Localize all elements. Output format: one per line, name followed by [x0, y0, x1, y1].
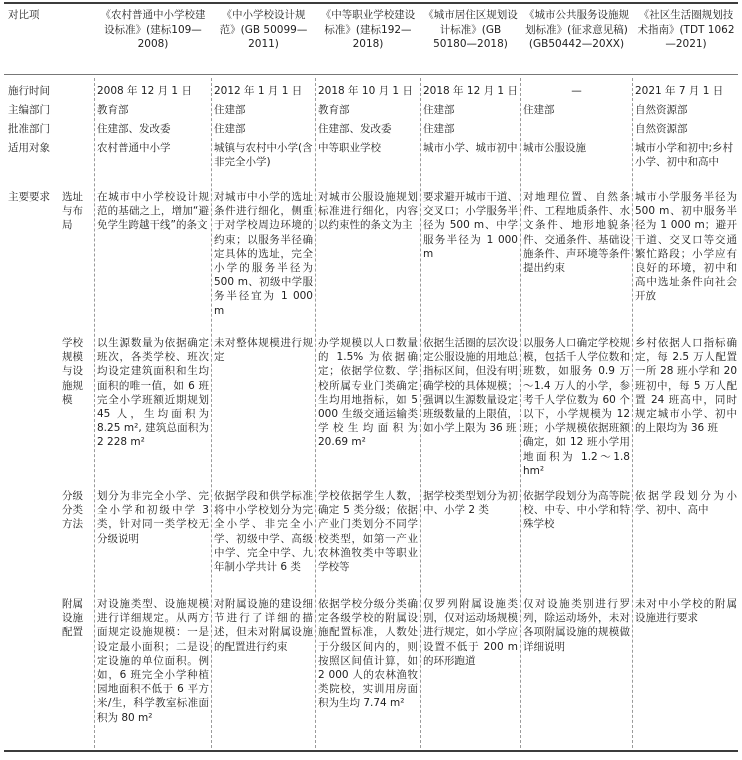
table-cell: 农村普通中小学 [97, 142, 171, 154]
table-cell: 依据生活圈的层次设定公服设施的用地总指标区间，但没有明确学校的具体规模；强调以生源数量设定班级数量的上限值，如小学上限为 36 班 [423, 337, 518, 435]
table-cell: 据学校类型划分为初中、小学 2 类 [423, 490, 518, 517]
sub-row-label-site: 选址与布局 [62, 191, 83, 232]
table-cell: 住建部、发改委 [318, 123, 392, 135]
column-separator [94, 78, 95, 748]
table-cell: 城镇与农村中小学(含非完全小学) [214, 142, 313, 169]
sub-row-label-scale: 学校规模与设施规模 [62, 337, 83, 406]
table-bottom-rule [4, 750, 738, 752]
table-cell: 自然资源部 [635, 104, 688, 116]
table-cell: 以服务人口确定学校规模，包括千人学位数和班数，如服务 0.9 万～1.4 万人的小学，参考千人学位数为 60 个以下，小学规模为 12 班；小学规模依据班额确定，如 12 班小学用地面积为 1.2～1.8 hm² [523, 337, 630, 477]
table-cell: 中等职业学校 [318, 142, 381, 154]
table-cell: 依据学校分级分类确定各级学校的附属设施配置标准，人数处于分级区间内的，则按照区间值计算，如 2 000 人的农林渔牧类院校，实训用房面积为生均 7.74 m² [318, 598, 418, 710]
table-cell: 对城市中小学的选址条件进行细化，侧重于对学校周边环境的约束；以服务半径确定具体的选址，完全小学的服务半径为 500 m、初级中学服务半径宜为 1 000 m [214, 191, 313, 317]
column-header: 《农村普通中小学校建设标准》(建标109—2008) [100, 9, 206, 50]
table-cell: 乡村依据人口指标确定，每 2.5 万人配置一所 28 班小学和 20 班初中，每 5 万人配置 24 班高中，同时规定城市小学、初中的上限均为 36 班 [635, 337, 737, 435]
table-cell: 在城市中小学校设计规范的基础之上，增加“避免学生跨越干线”的条文 [97, 191, 209, 232]
header-bottom-rule [4, 74, 738, 75]
column-header: 《中小学校设计规范》(GB 50099—2011) [219, 9, 308, 50]
table-cell: 住建部 [423, 104, 455, 116]
table-cell: 城市小学、城市初中 [423, 142, 518, 154]
table-cell: 2018 年 12 月 1 日 [423, 85, 518, 97]
table-cell: 学校依据学生人数，确定 5 类分级；依据产业门类划分不同学校类型，如第一产业农林渔牧类中等职业学校等 [318, 490, 418, 574]
table-cell: 住建部 [214, 123, 246, 135]
table-cell: 未对整体规模进行规定 [214, 337, 313, 364]
column-separator [632, 78, 633, 748]
table-cell: 对设施类型、设施规模进行详细规定。从两方面规定设施规模：一是设定最小面积；二是设定设施的单位面积。例如，6 班完全小学种植园地面积不低于 6 平方米/生，科学教室标准面积为 80 m² [97, 598, 209, 724]
column-separator [315, 78, 316, 748]
table-cell: 城市小学服务半径为 500 m、初中服务半径为 1 000 m；避开干道、交叉口等交通繁忙路段；小学应有良好的环境，初中和高中选址条件向社会开放 [635, 191, 737, 303]
table-cell: 要求避开城市干道、交叉口；小学服务半径为 500 m、中学服务半径为 1 000 m [423, 191, 518, 260]
column-header: 《城市公共服务设施规划标准》(征求意见稿)(GB50442—20XX) [524, 9, 629, 50]
table-cell: 自然资源部 [635, 123, 688, 135]
table-cell: 住建部 [214, 104, 246, 116]
table-cell: 办学规模以人口数量的 1.5% 为依据确定；依据学位数、学校所属专业门类确定生均用地指标，如 5 000 生级交通运输类学校生均面积为 20.69 m² [318, 337, 418, 449]
table-cell: — [571, 85, 582, 97]
table-cell: 以生源数量为依据确定班次，各类学校、班次均设定建筑面积和生均面积的唯一值，如 6 班完全小学班额近期规划 45 人，生均面积为 8.25 m², 建筑总面积为 2 228 m² [97, 337, 209, 449]
row-label-applicable: 适用对象 [8, 142, 50, 154]
row-label-effective-date: 施行时间 [8, 85, 50, 97]
table-cell: 仅对设施类别进行罗列，除运动场外，未对各项附属设施的规模做详细说明 [523, 598, 630, 653]
table-cell: 对附属设施的建设细节进行了详细的描述，但未对附属设施的配置进行约束 [214, 598, 313, 653]
column-header: 《中等职业学校建设标准》(建标192—2018) [320, 9, 416, 50]
sub-row-label-classification: 分级分类方法 [62, 490, 83, 531]
column-separator [520, 78, 521, 748]
table-cell: 城市小学和初中;乡村小学、初中和高中 [635, 142, 734, 169]
column-header: 《城市居住区规划设计标准》(GB 50180—2018) [423, 9, 518, 50]
table-cell: 对地理位置、自然条件、工程地质条件、水文条件、地形地貌条件、交通条件、基础设施条件、声环境等条件提出约束 [523, 191, 630, 275]
table-cell: 城市公服设施 [523, 142, 586, 154]
column-header: 《社区生活圈规划技术指南》(TDT 1062—2021) [637, 9, 735, 50]
table-cell: 2008 年 12 月 1 日 [97, 85, 192, 97]
table-cell: 依据学段划分为小学、初中、高中 [635, 490, 737, 517]
column-separator [211, 78, 212, 748]
table-cell: 未对中小学校的附属设施进行要求 [635, 598, 737, 625]
table-top-rule [4, 2, 738, 4]
row-group-label-main-requirements: 主要要求 [8, 191, 50, 203]
table-cell: 教育部 [97, 104, 129, 116]
table-cell: 仅罗列附属设施类别，仅对运动场规模进行规定，如小学应设置不低于 200 m 的环形跑道 [423, 598, 518, 667]
table-cell: 住建部 [423, 123, 455, 135]
table-cell: 对城市公服设施规划标准进行细化，内容以约束性的条文为主 [318, 191, 418, 232]
table-cell: 教育部 [318, 104, 350, 116]
table-cell: 2018 年 10 月 1 日 [318, 85, 413, 97]
table-cell: 依据学段划分为高等院校、中专、中小学和特殊学校 [523, 490, 630, 531]
column-separator [420, 78, 421, 748]
table-cell: 住建部 [523, 104, 555, 116]
table-cell: 依据学段和供学标准将中小学校划分为完全小学、非完全小学、初级中学、高级中学、完全中学、九年制小学共计 6 类 [214, 490, 313, 574]
table-cell: 2012 年 1 月 1 日 [214, 85, 303, 97]
corner-header: 对比项 [8, 9, 40, 21]
table-cell: 2021 年 7 月 1 日 [635, 85, 724, 97]
table-cell: 划分为非完全小学、完全小学和初级中学 3 类，针对同一类学校无分级说明 [97, 490, 209, 545]
sub-row-label-facilities: 附属设施配置 [62, 598, 83, 639]
row-label-approving-dept: 批准部门 [8, 123, 50, 135]
table-cell: 住建部、发改委 [97, 123, 171, 135]
row-label-editing-dept: 主编部门 [8, 104, 50, 116]
